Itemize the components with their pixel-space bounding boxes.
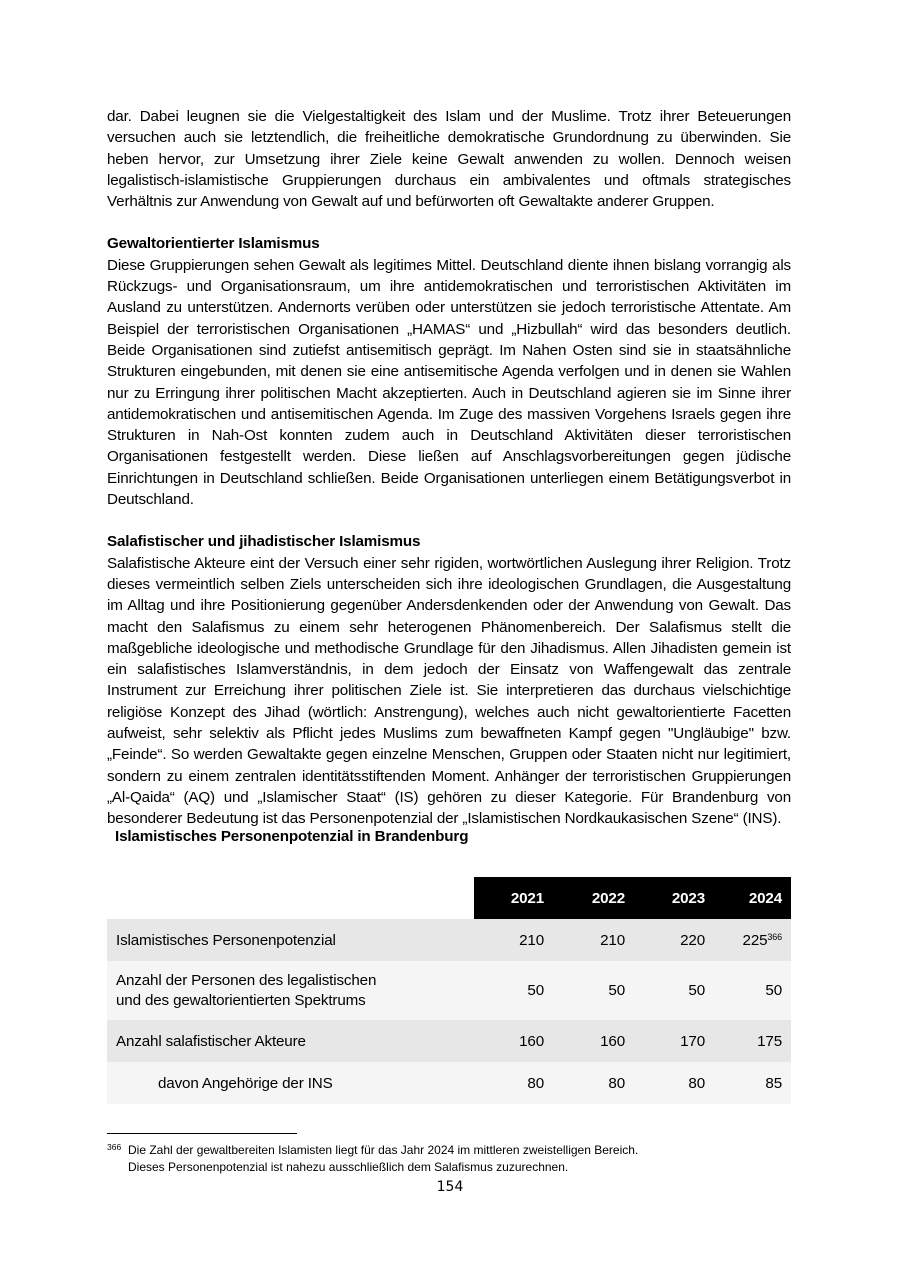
- footnote-number: 366: [107, 1142, 122, 1152]
- document-body: [107, 106, 791, 830]
- footnote: [107, 1142, 791, 1176]
- table-row: [107, 1062, 791, 1104]
- table-cell: 175: [714, 1020, 791, 1062]
- table-cell: 80: [553, 1062, 634, 1104]
- row-label: [107, 961, 474, 1020]
- footnote-line: Dieses Personenpotenzial ist nahezu ausschließlich dem Salafismus zuzurechnen.: [128, 1160, 569, 1174]
- table-row: [107, 961, 791, 1020]
- personenpotenzial-table: [107, 877, 791, 1104]
- section-heading-salafist-jihadist: Salafistischer und jihadistischer Islamismus: [107, 533, 421, 551]
- table-header-row: [107, 877, 791, 919]
- section-text-salafist-jihadist: Salafistische Akteure eint der Versuch einer sehr rigiden, wortwörtlichen Auslegung ihrer Religion. Trotz dieses vermeintlich selben Ziels unterscheiden sich ihre ideologischen Grundlagen, die Ausgestaltung im Alltag und ihre Positionierung gegenüber Andersdenkenden oder der Anwendung von Gewalt. Das macht den Salafismus zu einem sehr heterogenen Phänomenbereich. Der Salafismus stellt die maßgebliche ideologische und methodische Grundlage für den Jihadismus. Allen Jihadisten gemein ist ein salafistisches Islamverständnis, in dem jedoch der Einsatz von Waffengewalt das zentrale Instrument zur Erreichung ihrer politischen Ziele ist. Sie interpretieren das durchaus vielschichtige religiöse Konzept des Jihad (wörtlich: Anstrengung), welches auch nicht gewaltorientierte Facetten aufweist, sehr selektiv als Pflicht jedes Muslims zum bewaffneten Kampf gegen "Ungläubige" bzw. „Feinde“. So werden Gewaltakte gegen einzelne Menschen, Gruppen oder Staaten nicht nur legitimiert, sondern zu einem zentralen identitätsstiftenden Moment. Anhänger der terroristischen Gruppierungen „Al-Qaida“ (AQ) und „Islamischer Staat“ (IS) gehören zu dieser Kategorie. Für Brandenburg von besonderer Bedeutung ist das Personenpotenzial der „Islamistischen Nordkaukasischen Szene“ (INS).: [107, 554, 791, 828]
- table-header-empty: [107, 877, 474, 919]
- table-header-year: 2024: [714, 877, 791, 919]
- table-row: [107, 1020, 791, 1062]
- table-cell: 170: [634, 1020, 714, 1062]
- row-label-line: Anzahl der Personen des legalistischen: [116, 971, 377, 989]
- row-label: Islamistisches Personenpotenzial: [107, 919, 474, 961]
- row-label-line: und des gewaltorientierten Spektrums: [116, 991, 366, 1009]
- table-cell: 210: [553, 919, 634, 961]
- table-cell: 160: [474, 1020, 553, 1062]
- table-cell: 50: [474, 961, 553, 1020]
- table-cell: 80: [634, 1062, 714, 1104]
- section-text-violent-islamism: Diese Gruppierungen sehen Gewalt als legitimes Mittel. Deutschland diente ihnen bislang vorrangig als Rückzugs- und Organisationsraum, um ihre antidemokratischen und terroristischen Aktivitäten im Ausland zu unterstützen. Andernorts verüben oder unterstützen sie jedoch terroristische Attentate. Am Beispiel der terroristischen Organisationen „HAMAS“ und „Hizbullah“ wird das besonders deutlich. Beide Organisationen sind zutiefst antisemitisch geprägt. Im Nahen Osten sind sie in staatsähnliche Strukturen eingebunden, mit denen sie eine antisemitische Agenda verfolgen und in denen sie Wahlen nur zu Erringung ihrer politischen Macht akzeptierten. Auch in Deutschland agieren sie im Sinne ihrer antidemokratischen und antisemitischen Agenda. Im Zuge des massiven Vorgehens Israels gegen ihre Strukturen in Nah-Ost konnten zudem auch in Deutschland Aktivitäten dieser terroristischen Organisationen festgestellt werden. Diese ließen auf Anschlagsvorbereitungen gegen jüdische Einrichtungen in Deutschland schließen. Beide Organisationen unterliegen einem Betätigungsverbot in Deutschland.: [107, 256, 791, 509]
- table-title: Islamistisches Personenpotenzial in Brandenburg: [115, 828, 469, 845]
- table-header-year: 2023: [634, 877, 714, 919]
- table-cell: 50: [634, 961, 714, 1020]
- row-label: Anzahl salafistischer Akteure: [107, 1020, 474, 1062]
- table-cell: 85: [714, 1062, 791, 1104]
- row-label: davon Angehörige der INS: [107, 1062, 474, 1104]
- table-header-year: 2022: [553, 877, 634, 919]
- page-number: 154: [436, 1179, 464, 1195]
- table-cell: 80: [474, 1062, 553, 1104]
- footnote-ref: 366: [767, 931, 782, 942]
- section-heading-violent-islamism: Gewaltorientierter Islamismus: [107, 235, 320, 253]
- table-cell: 50: [553, 961, 634, 1020]
- table-cell-value: 225: [742, 931, 768, 949]
- table-cell-with-footnote: [714, 919, 791, 961]
- footnote-divider: [107, 1133, 297, 1134]
- table-row: [107, 919, 791, 961]
- intro-paragraph: dar. Dabei leugnen sie die Vielgestaltigkeit des Islam und der Muslime. Trotz ihrer Beteuerungen versuchen auch sie letztendlich, die freiheitliche demokratische Grundordnung zu überwinden. Sie heben hervor, zur Umsetzung ihrer Ziele keine Gewalt anwenden zu wollen. Dennoch weisen legalistisch-islamistische Gruppierungen durchaus ein ambivalentes und oftmals strategisches Verhältnis zur Anwendung von Gewalt auf und befürworten oft Gewaltakte anderer Gruppen.: [107, 108, 791, 211]
- table-cell: 210: [474, 919, 553, 961]
- table-cell: 220: [634, 919, 714, 961]
- table-cell: 50: [714, 961, 791, 1020]
- footnote-line: Die Zahl der gewaltbereiten Islamisten liegt für das Jahr 2024 im mittleren zweistelligen Bereich.: [128, 1143, 639, 1157]
- table-cell: 160: [553, 1020, 634, 1062]
- table-header-year: 2021: [474, 877, 553, 919]
